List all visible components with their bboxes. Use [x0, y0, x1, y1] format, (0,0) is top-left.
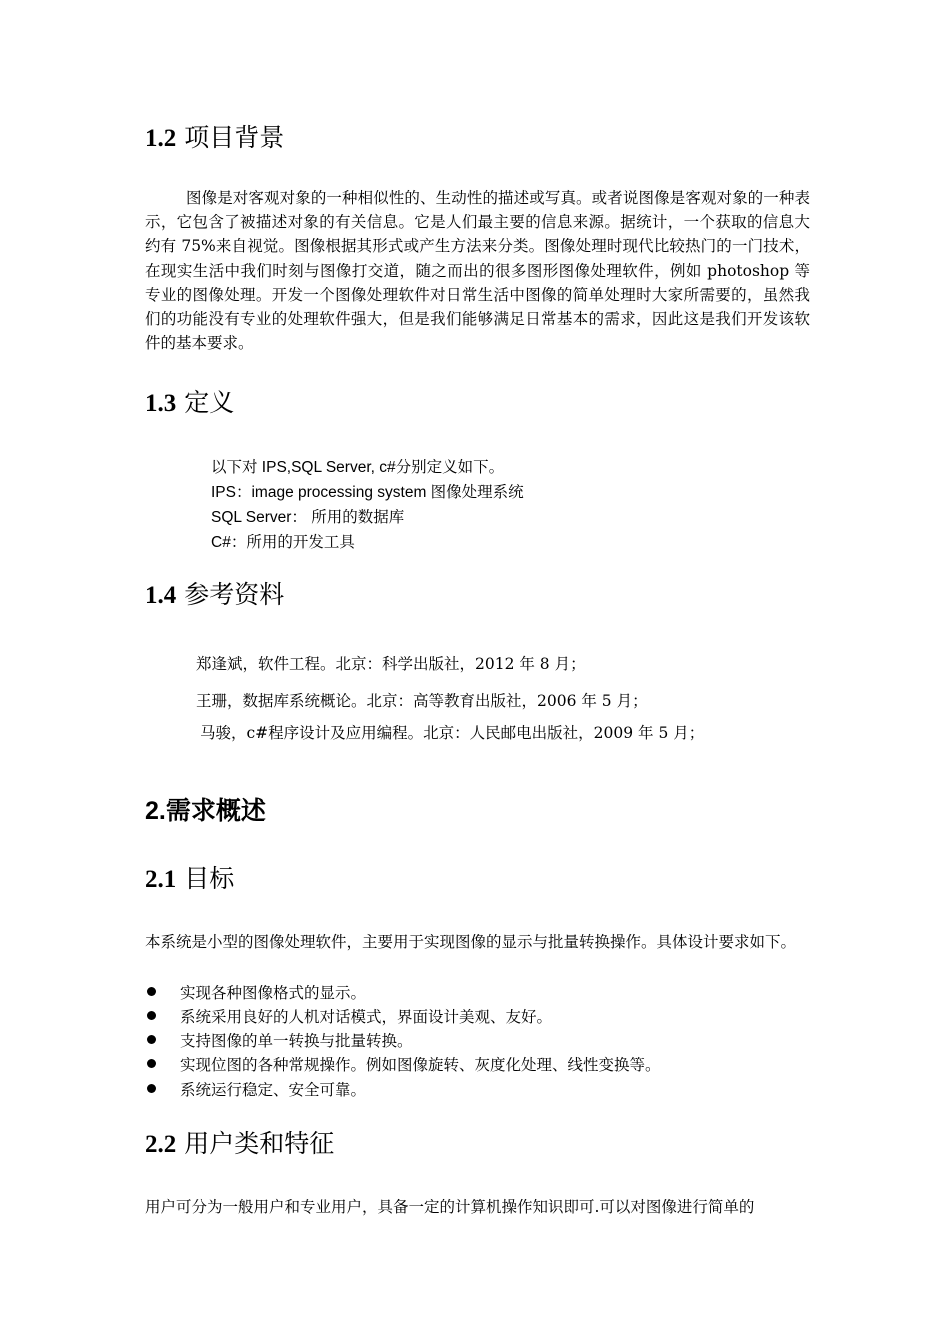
background-paragraph: 图像是对客观对象的一种相似性的、生动性的描述或写真。或者说图像是客观对象的一种表示，它包含了被描述对象的有关信息。它是人们最主要的信息来源。据统计，一个获取的信息大约有 75%来自视觉。图像根据其形式或产生方法来分类。图像处理时现代比较热门的一门技术，在现实生活中我们时刻与图像打交道，随之而出的很多图形图像处理软件，例如 photoshop 等专业的图像处理。开发一个图像处理软件对日常生活中图像的简单处理时大家所需要的，虽然我们的功能没有专业的处理软件强大，但是我们能够满足日常基本的需求，因此这是我们开发该软件的基本要求。: [145, 189, 810, 353]
heading-2-1-title: 目标: [184, 864, 235, 893]
definition-line: C#：所用的开发工具: [211, 534, 355, 551]
reference-item: 马骏，c#程序设计及应用编程。北京：人民邮电出版社，2009 年 5 月；: [200, 724, 705, 742]
goal-list-item: 实现各种图像格式的显示。: [145, 981, 366, 1003]
reference-item: 王珊，数据库系统概论。北京：高等教育出版社，2006 年 5 月；: [196, 692, 648, 710]
heading-2-2-title: 用户类和特征: [184, 1129, 335, 1158]
heading-1-3: 1.3 定义: [145, 388, 235, 417]
bullet-icon: [147, 987, 156, 996]
definition-line: IPS：image processing system 图像处理系统: [211, 484, 524, 501]
heading-1-2-title: 项目背景: [184, 123, 285, 152]
heading-2-1: 2.1 目标: [145, 864, 235, 893]
reference-item: 郑逢斌，软件工程。北京：科学出版社，2012 年 8 月；: [196, 655, 586, 673]
goal-list-item: 系统运行稳定、安全可靠。: [145, 1078, 366, 1100]
goal-list-item: 支持图像的单一转换与批量转换。: [145, 1029, 413, 1051]
goal-intro-paragraph: 本系统是小型的图像处理软件，主要用于实现图像的显示与批量转换操作。具体设计要求如下。: [145, 933, 797, 951]
heading-1-2: 1.2 项目背景: [145, 123, 285, 152]
definition-line: 以下对 IPS,SQL Server, c#分别定义如下。: [211, 459, 505, 476]
heading-2-2: 2.2 用户类和特征: [145, 1129, 335, 1158]
bullet-icon: [147, 1035, 156, 1044]
heading-2: 2.需求概述: [145, 797, 266, 825]
heading-1-4-title: 参考资料: [184, 580, 285, 609]
goal-list-item: 系统采用良好的人机对话模式，界面设计美观、友好。: [145, 1005, 552, 1027]
heading-1-4: 1.4 参考资料: [145, 580, 285, 609]
bullet-icon: [147, 1059, 156, 1068]
definition-line: SQL Server： 所用的数据库: [211, 509, 405, 526]
bullet-icon: [147, 1011, 156, 1020]
heading-1-3-title: 定义: [184, 388, 235, 417]
user-class-paragraph: 用户可分为一般用户和专业用户，具备一定的计算机操作知识即可.可以对图像进行简单的: [145, 1198, 755, 1216]
goal-list-item: 实现位图的各种常规操作。例如图像旋转、灰度化处理、线性变换等。: [145, 1053, 661, 1075]
bullet-icon: [147, 1084, 156, 1093]
